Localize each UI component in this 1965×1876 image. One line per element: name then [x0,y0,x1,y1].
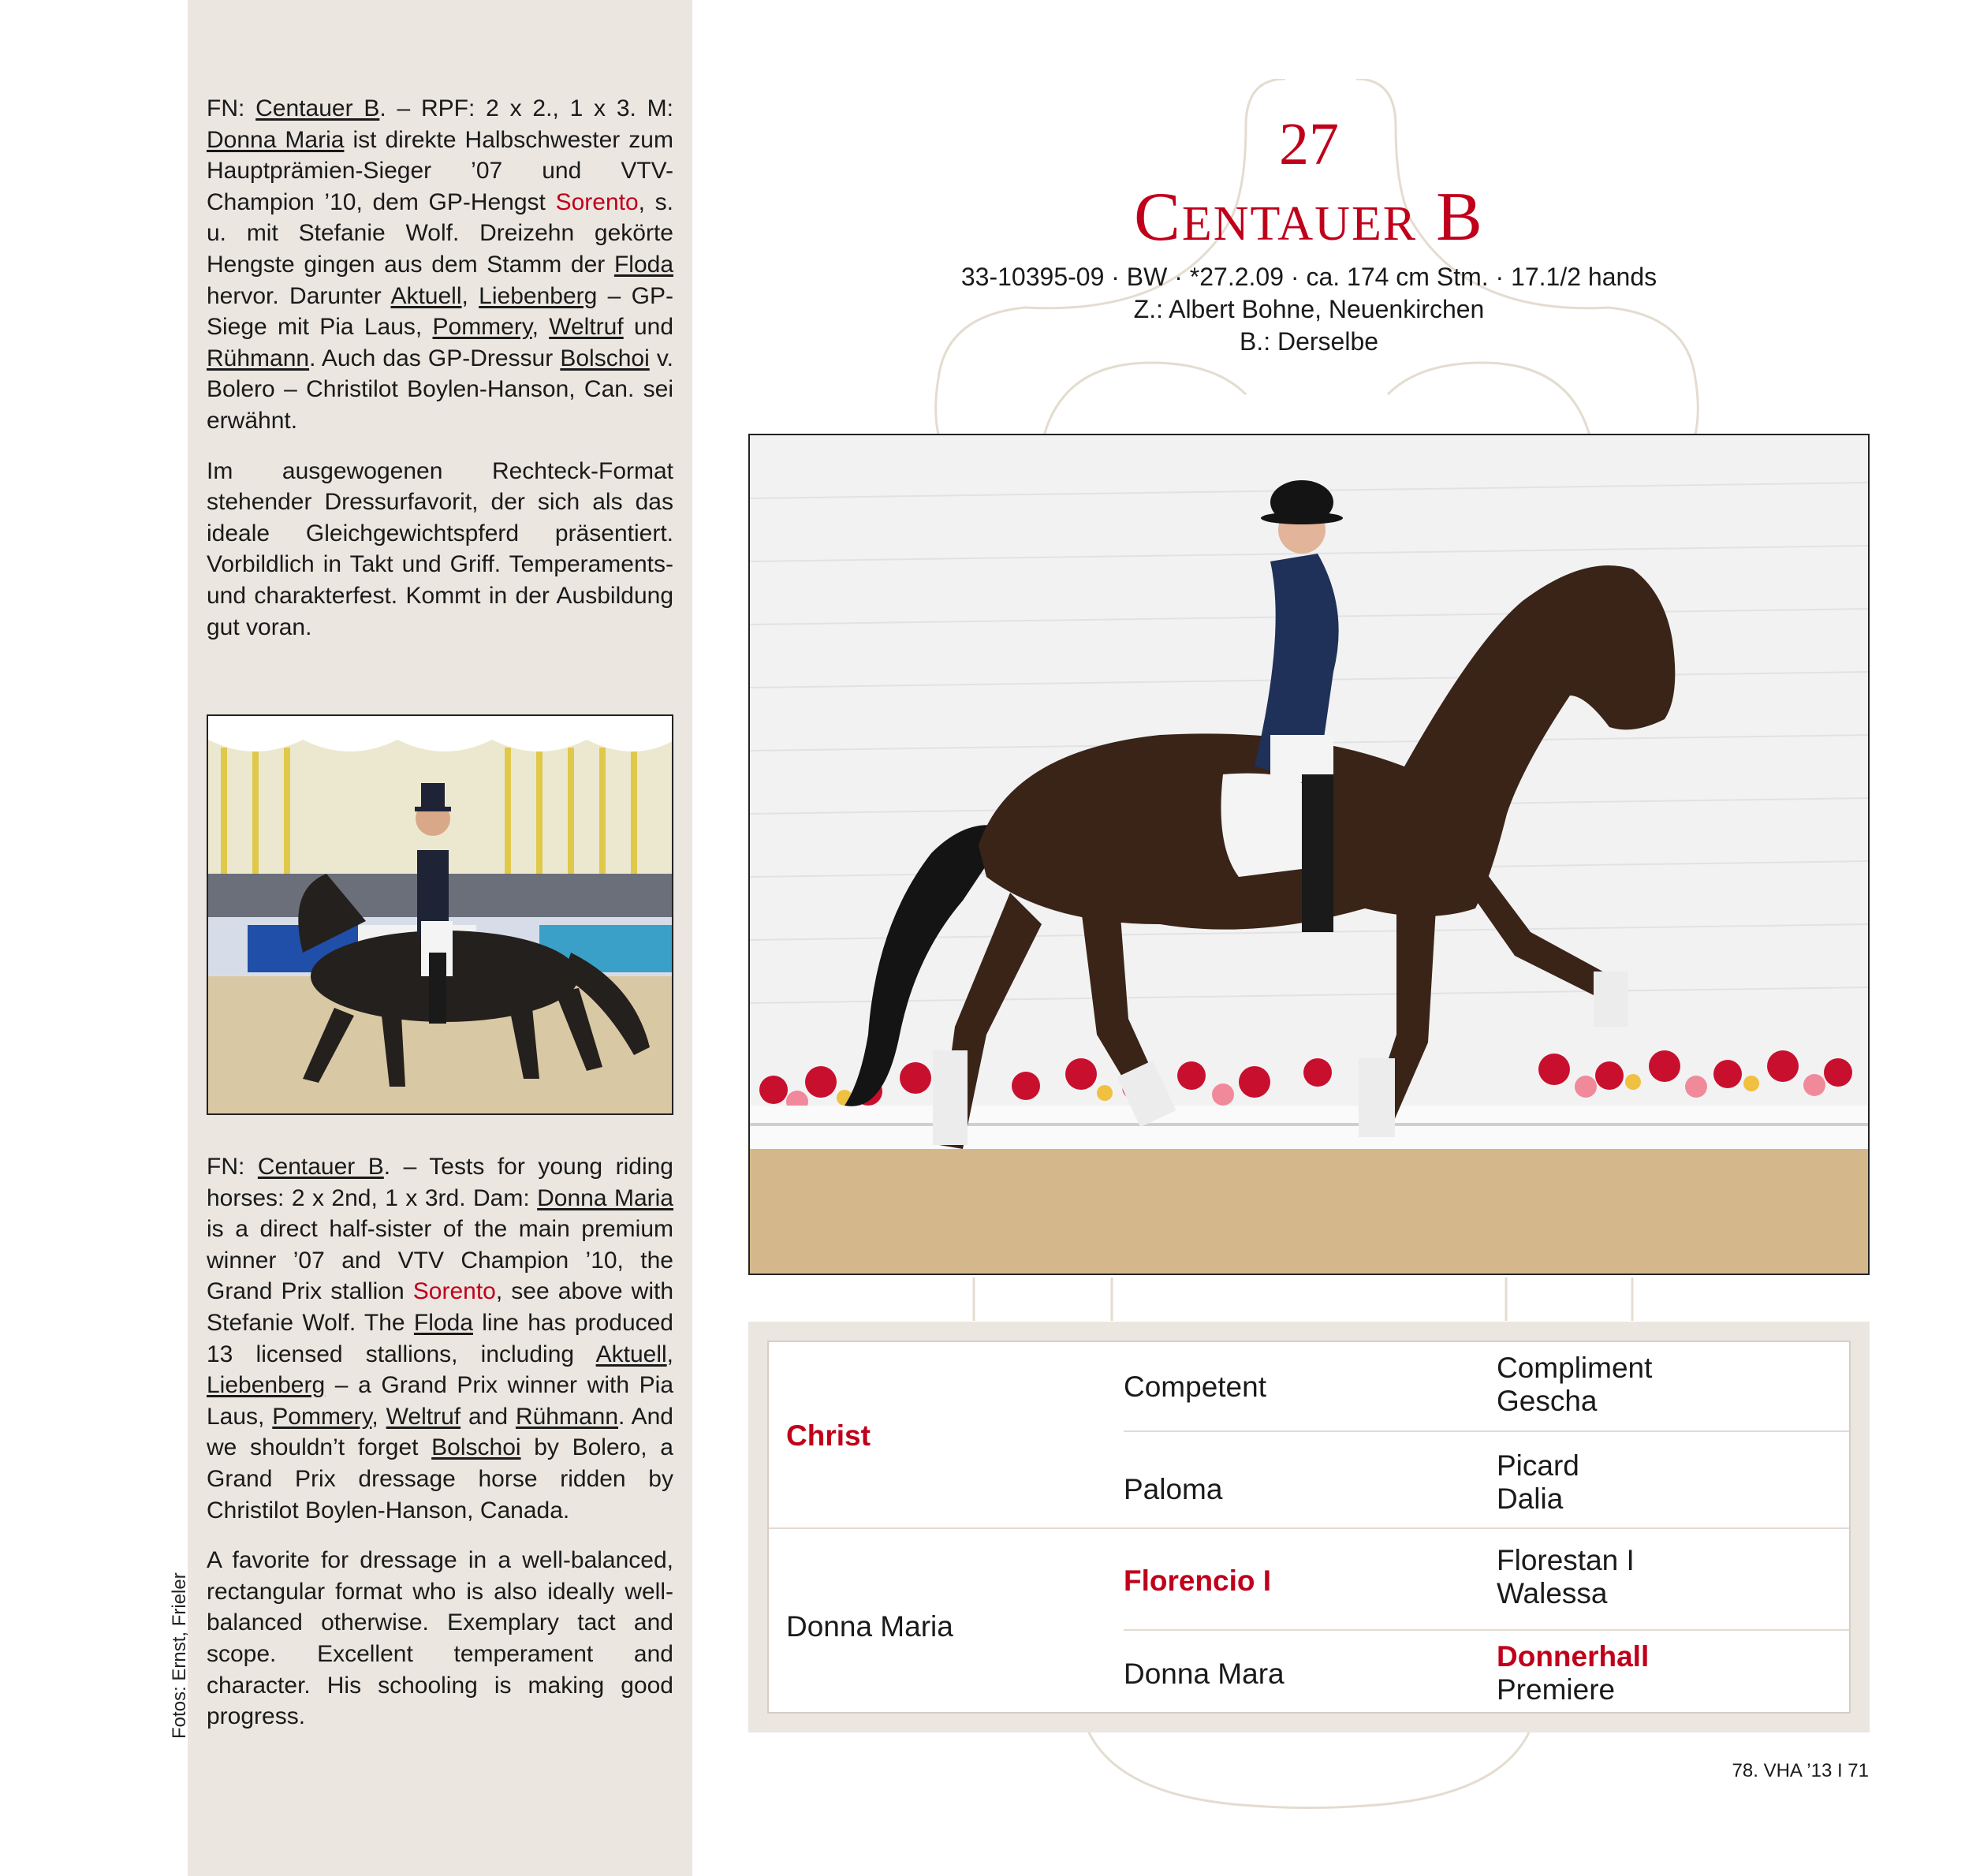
horse-link: Pommery [272,1403,372,1430]
horse-link: Centauer B [255,95,380,121]
text: , see above with Stefanie Wolf. The [207,1278,673,1336]
pedigree-sire-sire: Competent [1124,1371,1266,1403]
main-horse-photo [748,434,1870,1275]
divider [769,1527,1849,1529]
german-text [207,93,673,662]
horse-name: Centauer B [1134,179,1484,255]
pedigree-dss: Florestan I [1497,1544,1635,1576]
horse-link: Liebenberg [207,1372,326,1399]
horse-link: Weltruf [549,314,624,341]
text: , s. u. mit Stefanie Wolf. Dreizehn gekörte Hengste gingen aus dem Stamm der [207,188,674,278]
horse-link: Donna Maria [537,1184,673,1211]
text: – a Grand Prix winner with Pia Laus, [207,1372,673,1430]
text: ist direkte Halbschwester zum Hauptprämien-Sieger ’07 und VTV-Champion ’10, dem GP-Hengst [207,126,673,215]
english-text [207,1151,673,1751]
horse-link: Floda [413,1309,473,1336]
horse-link: Weltruf [386,1403,461,1430]
text: FN: [207,95,256,121]
text: by Bolero, a Grand Prix dressage horse ridden by Christilot Boylen-Hanson, Canada. [207,1434,673,1524]
german-paragraph-2: Im ausgewogenen Rechteck-Format stehender Dressurfavorit, der sich als das ideale Gleichgewichtspferd präsentiert. Vorbildlich in Takt und Griff. Temperaments- und charakterfest. Kommt in der Ausbildung gut voran. [207,457,673,640]
text: FN: [207,1154,258,1180]
pedigree-dsd: Walessa [1497,1577,1608,1609]
english-paragraph-2: A favorite for dressage in a well-balanced, rectangular format who is also ideally well-balanced otherwise. Exemplary tact and scope. Excellent temperament and character. His schooling is making good progress. [207,1547,673,1730]
photo-credit: Fotos: Ernst, Frieler [169,1572,190,1739]
horse-link: Aktuell [390,282,462,309]
pedigree-ddd: Premiere [1497,1673,1616,1706]
horse-highlight: Sorento [412,1278,496,1305]
horse-link: Liebenberg [479,282,598,309]
text: , [461,282,479,309]
pedigree-sire-dam: Paloma [1124,1473,1223,1505]
text: , [371,1403,386,1430]
horse-link: Donna Maria [207,126,345,153]
text: and [460,1403,516,1430]
text: hervor. Darunter [207,282,391,309]
text: . – RPF: 2 x 2., 1 x 3. M: [379,95,674,121]
text: und [623,314,673,341]
horse-link: Centauer B [257,1154,384,1180]
horse-link: Rühmann [207,345,310,371]
catalog-number: 27 [1279,111,1339,177]
pedigree-sdd: Dalia [1497,1483,1564,1515]
text: v. Bolero – Christilot Boylen-Hanson, Can. sei erwähnt. [207,345,673,434]
divider [1124,1629,1849,1631]
pedigree-dds: Donnerhall [1497,1640,1650,1673]
text: is a direct half-sister of the main premium winner ’07 and VTV Champion ’10, the Grand Prix stallion [207,1216,673,1305]
text: . And we shouldn’t forget [207,1403,673,1461]
page-number: 78. VHA ’13 I 71 [1732,1760,1869,1781]
owner: B.: Derselbe [1239,327,1379,356]
pedigree-dam-dam: Donna Mara [1124,1658,1285,1690]
horse-link: Bolschoi [560,345,650,371]
divider [1124,1430,1849,1432]
horse-link: Aktuell [595,1341,667,1367]
english-paragraph-1 [207,1151,673,1526]
pedigree-sss: Compliment [1497,1352,1653,1384]
text: . Auch das GP-Dressur [309,345,561,371]
dressage-arena-image [208,716,673,1115]
pedigree-ssd: Gescha [1497,1385,1598,1417]
horse-link: Rühmann [515,1403,619,1430]
breeder: Z.: Albert Bohne, Neuenkirchen [1133,295,1485,323]
text: . – Tests for young riding horses: 2 x 2nd, 1 x 3rd. Dam: [207,1154,673,1211]
dressage-photo-small [207,714,673,1115]
text: , [666,1341,673,1367]
pedigree-sire: Christ [786,1419,871,1452]
horse-highlight: Sorento [555,188,639,215]
text: – GP-Siege mit Pia Laus, [207,282,673,341]
text: line has produced 13 licensed stallions, including [207,1309,673,1367]
horse-details: 33-10395-09 · BW · *27.2.09 · ca. 174 cm Stm. · 17.1/2 hands [960,263,1657,291]
pedigree-dam-sire: Florencio I [1124,1565,1272,1597]
german-paragraph-1 [207,93,673,437]
horse-link: Floda [613,251,673,278]
pedigree-dam: Donna Maria [786,1610,953,1643]
horse-link: Pommery [432,314,532,341]
text: , [531,314,550,341]
pedigree-table [767,1341,1851,1714]
horse-link: Bolschoi [431,1434,521,1461]
stallion-image [750,435,1870,1275]
pedigree-sds: Picard [1497,1449,1579,1482]
